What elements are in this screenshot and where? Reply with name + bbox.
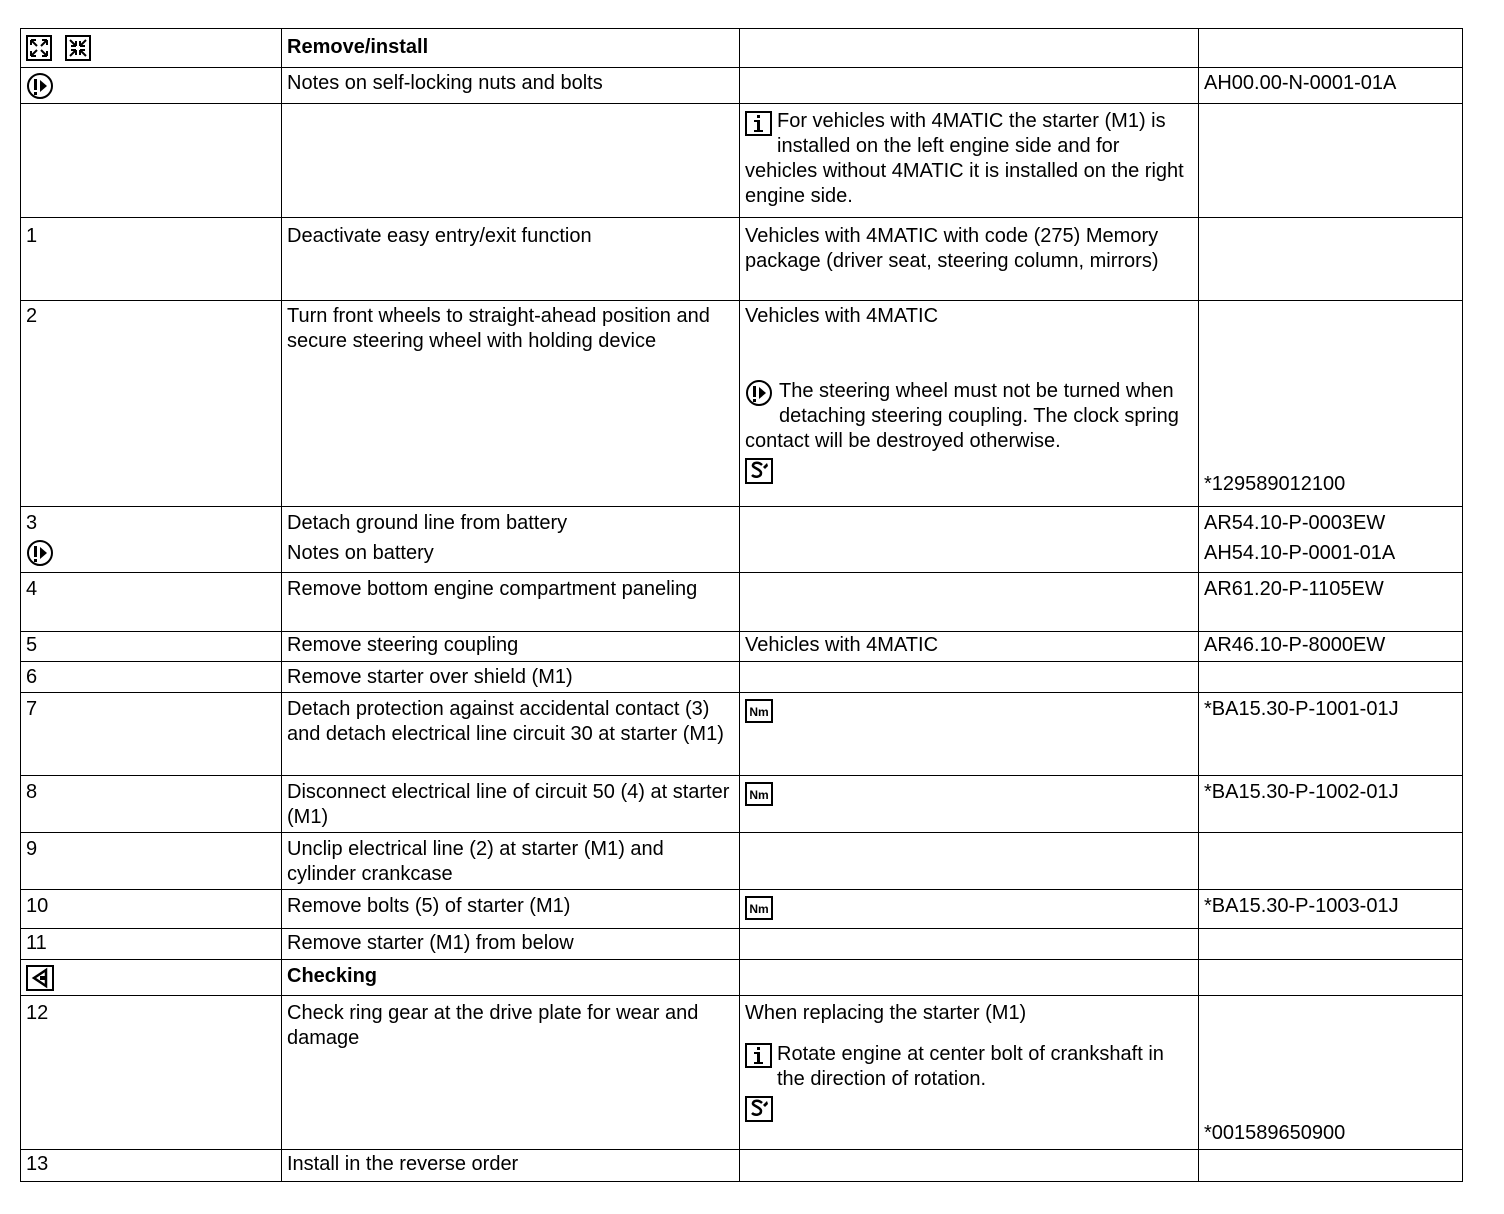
table-row [21, 996, 1463, 1150]
task-text: Detach protection against accidental contact (3) and detach electrical line circuit 30 at starter (M1) [282, 693, 740, 776]
remove-icon [26, 35, 52, 61]
nm-torque-icon [745, 699, 773, 723]
nm-torque-icon [745, 782, 773, 806]
info-note: For vehicles with 4MATIC the starter (M1) is installed on the left engine side and for vehicles without 4MATIC it is installed on the right engine side. [745, 110, 1184, 207]
info-icon [745, 111, 772, 136]
table-row [21, 929, 1463, 960]
table-row [21, 68, 1463, 104]
task-text: Install in the reverse order [282, 1150, 740, 1182]
step-number: 13 [21, 1150, 282, 1182]
step-number: 10 [21, 890, 282, 929]
warning-note: The steering wheel must not be turned when detaching steering coupling. The clock spring contact will be destroyed otherwise. [745, 380, 1179, 452]
step-number: 12 [21, 996, 282, 1150]
table-row [21, 29, 1463, 68]
doc-link[interactable]: AR46.10-P-8000EW [1199, 632, 1463, 662]
task-text: Notes on self-locking nuts and bolts [282, 68, 740, 104]
condition-text: Vehicles with 4MATIC [745, 305, 939, 327]
step-number: 9 [21, 833, 282, 890]
doc-link[interactable]: *BA15.30-P-1002-01J [1199, 776, 1463, 833]
task-text: Remove steering coupling [282, 632, 740, 662]
section-title: Remove/install [282, 29, 740, 68]
table-row [21, 632, 1463, 662]
table-row [21, 301, 1463, 507]
step-number: 3 [26, 512, 38, 534]
checking-flag-icon [26, 965, 54, 991]
doc-link[interactable]: AR61.20-P-1105EW [1199, 573, 1463, 632]
table-row [21, 890, 1463, 929]
step-number: 5 [21, 632, 282, 662]
svg-text:Nm: Nm [749, 902, 769, 916]
nm-torque-icon [745, 896, 773, 920]
table-row [21, 662, 1463, 693]
doc-link[interactable]: *BA15.30-P-1001-01J [1199, 693, 1463, 776]
doc-link[interactable]: AR54.10-P-0003EW [1204, 512, 1386, 534]
table-row [21, 1150, 1463, 1182]
special-tool-number[interactable]: *001589650900 [1204, 1122, 1346, 1144]
step-number: 7 [21, 693, 282, 776]
task-text: Detach ground line from battery [287, 512, 568, 534]
svg-text:Nm: Nm [749, 788, 769, 802]
install-icon [65, 35, 91, 61]
table-row [21, 104, 1463, 218]
info-icon [745, 1043, 772, 1068]
task-text: Remove bottom engine compartment paneling [282, 573, 740, 632]
table-row [21, 960, 1463, 996]
condition-note: Vehicles with 4MATIC with code (275) Memory package (driver seat, steering column, mirrors) [740, 218, 1199, 301]
step-number: 1 [21, 218, 282, 301]
table-row [21, 833, 1463, 890]
step-number: 4 [21, 573, 282, 632]
table-row [21, 218, 1463, 301]
task-text: Disconnect electrical line of circuit 50 (4) at starter (M1) [282, 776, 740, 833]
task-text: Remove starter over shield (M1) [282, 662, 740, 693]
condition-note: Vehicles with 4MATIC [740, 632, 1199, 662]
table-row [21, 507, 1463, 573]
table-row [21, 693, 1463, 776]
procedure-table [20, 28, 1463, 1182]
doc-link[interactable]: AH00.00-N-0001-01A [1199, 68, 1463, 104]
doc-link[interactable]: AH54.10-P-0001-01A [1204, 542, 1396, 564]
table-row [21, 776, 1463, 833]
task-text: Remove starter (M1) from below [282, 929, 740, 960]
doc-link[interactable] [1199, 301, 1463, 507]
step-number: 8 [21, 776, 282, 833]
notes-arrow-icon [745, 379, 773, 407]
step-number: 2 [21, 301, 282, 507]
notes-arrow-icon [26, 72, 54, 100]
step-number: 11 [21, 929, 282, 960]
notes-arrow-icon [26, 539, 54, 567]
special-tool-icon [745, 458, 773, 484]
task-text: Unclip electrical line (2) at starter (M1) and cylinder crankcase [282, 833, 740, 890]
task-text: Turn front wheels to straight-ahead position and secure steering wheel with holding device [282, 301, 740, 507]
task-text: Check ring gear at the drive plate for wear and damage [282, 996, 740, 1150]
condition-text: When replacing the starter (M1) [745, 1002, 1027, 1024]
svg-text:Nm: Nm [749, 705, 769, 719]
table-row [21, 573, 1463, 632]
info-note: Rotate engine at center bolt of crankshaft in the direction of rotation. [777, 1043, 1164, 1090]
doc-link[interactable]: *BA15.30-P-1003-01J [1199, 890, 1463, 929]
task-text: Remove bolts (5) of starter (M1) [282, 890, 740, 929]
task-text: Deactivate easy entry/exit function [282, 218, 740, 301]
step-number: 6 [21, 662, 282, 693]
special-tool-icon [745, 1096, 773, 1122]
special-tool-number[interactable]: *129589012100 [1204, 473, 1346, 495]
section-title: Checking [282, 960, 740, 996]
task-text-notes: Notes on battery [287, 542, 434, 564]
